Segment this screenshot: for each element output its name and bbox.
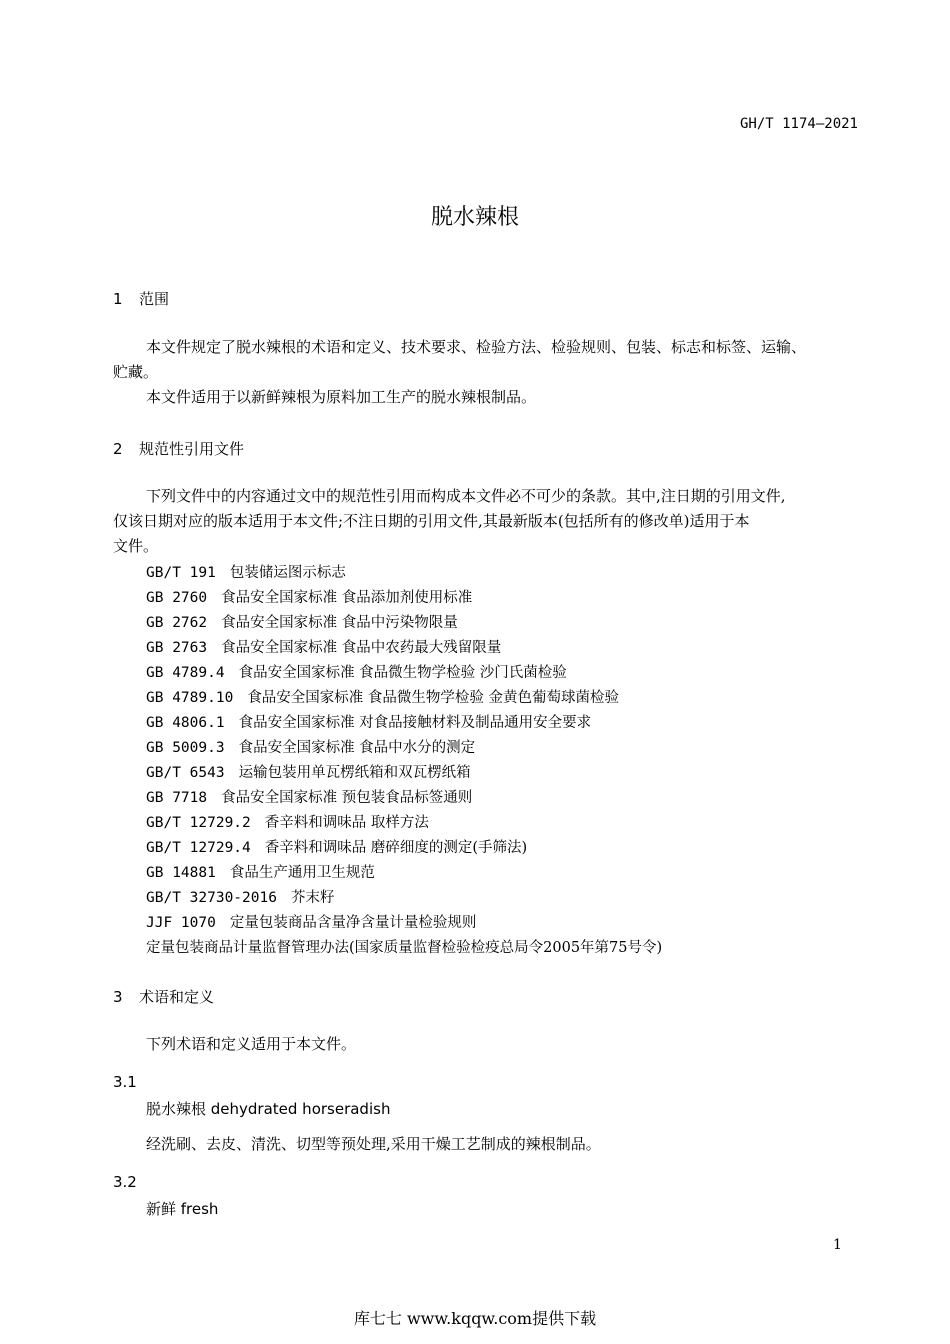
reference-item [146,761,471,782]
section-1-paragraph-1-line-2: 贮藏。 [113,363,159,381]
reference-code: GB 4806.1 [146,715,225,731]
section-1-paragraph-1-line-1: 本文件规定了脱水辣根的术语和定义、技术要求、检验方法、检验规则、包装、标志和标签、运输、 [146,338,807,356]
reference-title: 食品安全国家标准 食品中农药最大残留限量 [221,640,502,656]
reference-code: GB/T 12729.4 [146,840,251,856]
reference-title: 食品安全国家标准 食品添加剂使用标准 [221,590,473,606]
standard-code: GH/T 1174—2021 [739,116,858,132]
section-1-heading [113,288,169,309]
reference-item [146,636,501,657]
reference-title: 食品安全国家标准 食品微生物学检验 沙门氏菌检验 [238,665,567,681]
reference-title: 运输包装用单瓦楞纸箱和双瓦楞纸箱 [238,765,471,781]
reference-code: GB 5009.3 [146,740,225,756]
reference-item [146,886,334,907]
download-footer: 库七七 www.kqqw.com提供下载 [353,1309,597,1328]
reference-code: GB 14881 [146,865,216,881]
reference-item [146,736,475,757]
reference-code: GB/T 32730-2016 [146,890,277,906]
reference-title: 芥末籽 [290,890,335,906]
reference-title: 香辛料和调味品 取样方法 [264,815,429,831]
reference-title: 香辛料和调味品 磨碎细度的测定(手筛法) [264,840,528,856]
section-3-heading [113,986,214,1007]
reference-item [146,811,429,832]
reference-item [146,586,472,607]
section-3-intro: 下列术语和定义适用于本文件。 [146,1035,357,1053]
section-2-intro-line-1: 下列文件中的内容通过文中的规范性引用而构成本文件必不可少的条款。其中,注日期的引用文件, [146,487,786,505]
section-1-title: 范围 [139,290,170,308]
section-2-intro-line-2: 仅该日期对应的版本适用于本文件;不注日期的引用文件,其最新版本(包括所有的修改单)适用于本 [113,512,750,530]
section-3-number: 3 [113,988,123,1006]
reference-code: JJF 1070 [146,915,216,931]
reference-item [146,861,375,882]
reference-item [146,786,472,807]
term-name: 脱水辣根 dehydrated horseradish [146,1100,391,1118]
section-3-title: 术语和定义 [139,988,215,1006]
reference-title: 食品安全国家标准 食品中水分的测定 [238,740,476,756]
reference-code: GB/T 12729.2 [146,815,251,831]
term-definition: 经洗刷、去皮、清洗、切型等预处理,采用干燥工艺制成的辣根制品。 [146,1135,601,1153]
reference-title: 食品安全国家标准 对食品接触材料及制品通用安全要求 [238,715,592,731]
document-title: 脱水辣根 [430,205,519,230]
page-number: 1 [833,1237,842,1253]
reference-title: 食品安全国家标准 食品中污染物限量 [221,615,458,631]
reference-item [146,836,527,857]
reference-code: GB 2763 [146,640,208,656]
section-2-heading [113,438,244,459]
section-2-number: 2 [113,440,123,458]
reference-code: GB 2762 [146,615,208,631]
reference-item [146,661,567,682]
term-number: 3.1 [113,1073,137,1091]
term-name: 新鲜 fresh [146,1200,219,1218]
reference-code: GB/T 191 [146,565,216,581]
reference-item [146,611,458,632]
section-2-title: 规范性引用文件 [139,440,245,458]
reference-code: GB/T 6543 [146,765,225,781]
reference-title: 食品生产通用卫生规范 [229,865,375,881]
reference-title: 食品安全国家标准 食品微生物学检验 金黄色葡萄球菌检验 [247,690,620,706]
reference-title: 包装储运图示标志 [229,565,346,581]
section-2-intro-line-3: 文件。 [113,537,159,555]
section-1-paragraph-2: 本文件适用于以新鲜辣根为原料加工生产的脱水辣根制品。 [146,388,537,406]
reference-code: GB 4789.4 [146,665,225,681]
reference-item-last: 定量包装商品计量监督管理办法(国家质量监督检验检疫总局令2005年第75号令) [146,940,663,956]
reference-code: GB 4789.10 [146,690,234,706]
reference-item [146,561,346,582]
reference-title: 定量包装商品含量净含量计量检验规则 [229,915,477,931]
reference-item [146,911,476,932]
reference-title: 食品安全国家标准 预包装食品标签通则 [221,790,473,806]
reference-code: GB 2760 [146,590,208,606]
reference-code: GB 7718 [146,790,208,806]
section-1-number: 1 [113,290,123,308]
reference-item [146,686,619,707]
term-number: 3.2 [113,1173,137,1191]
reference-item [146,711,591,732]
